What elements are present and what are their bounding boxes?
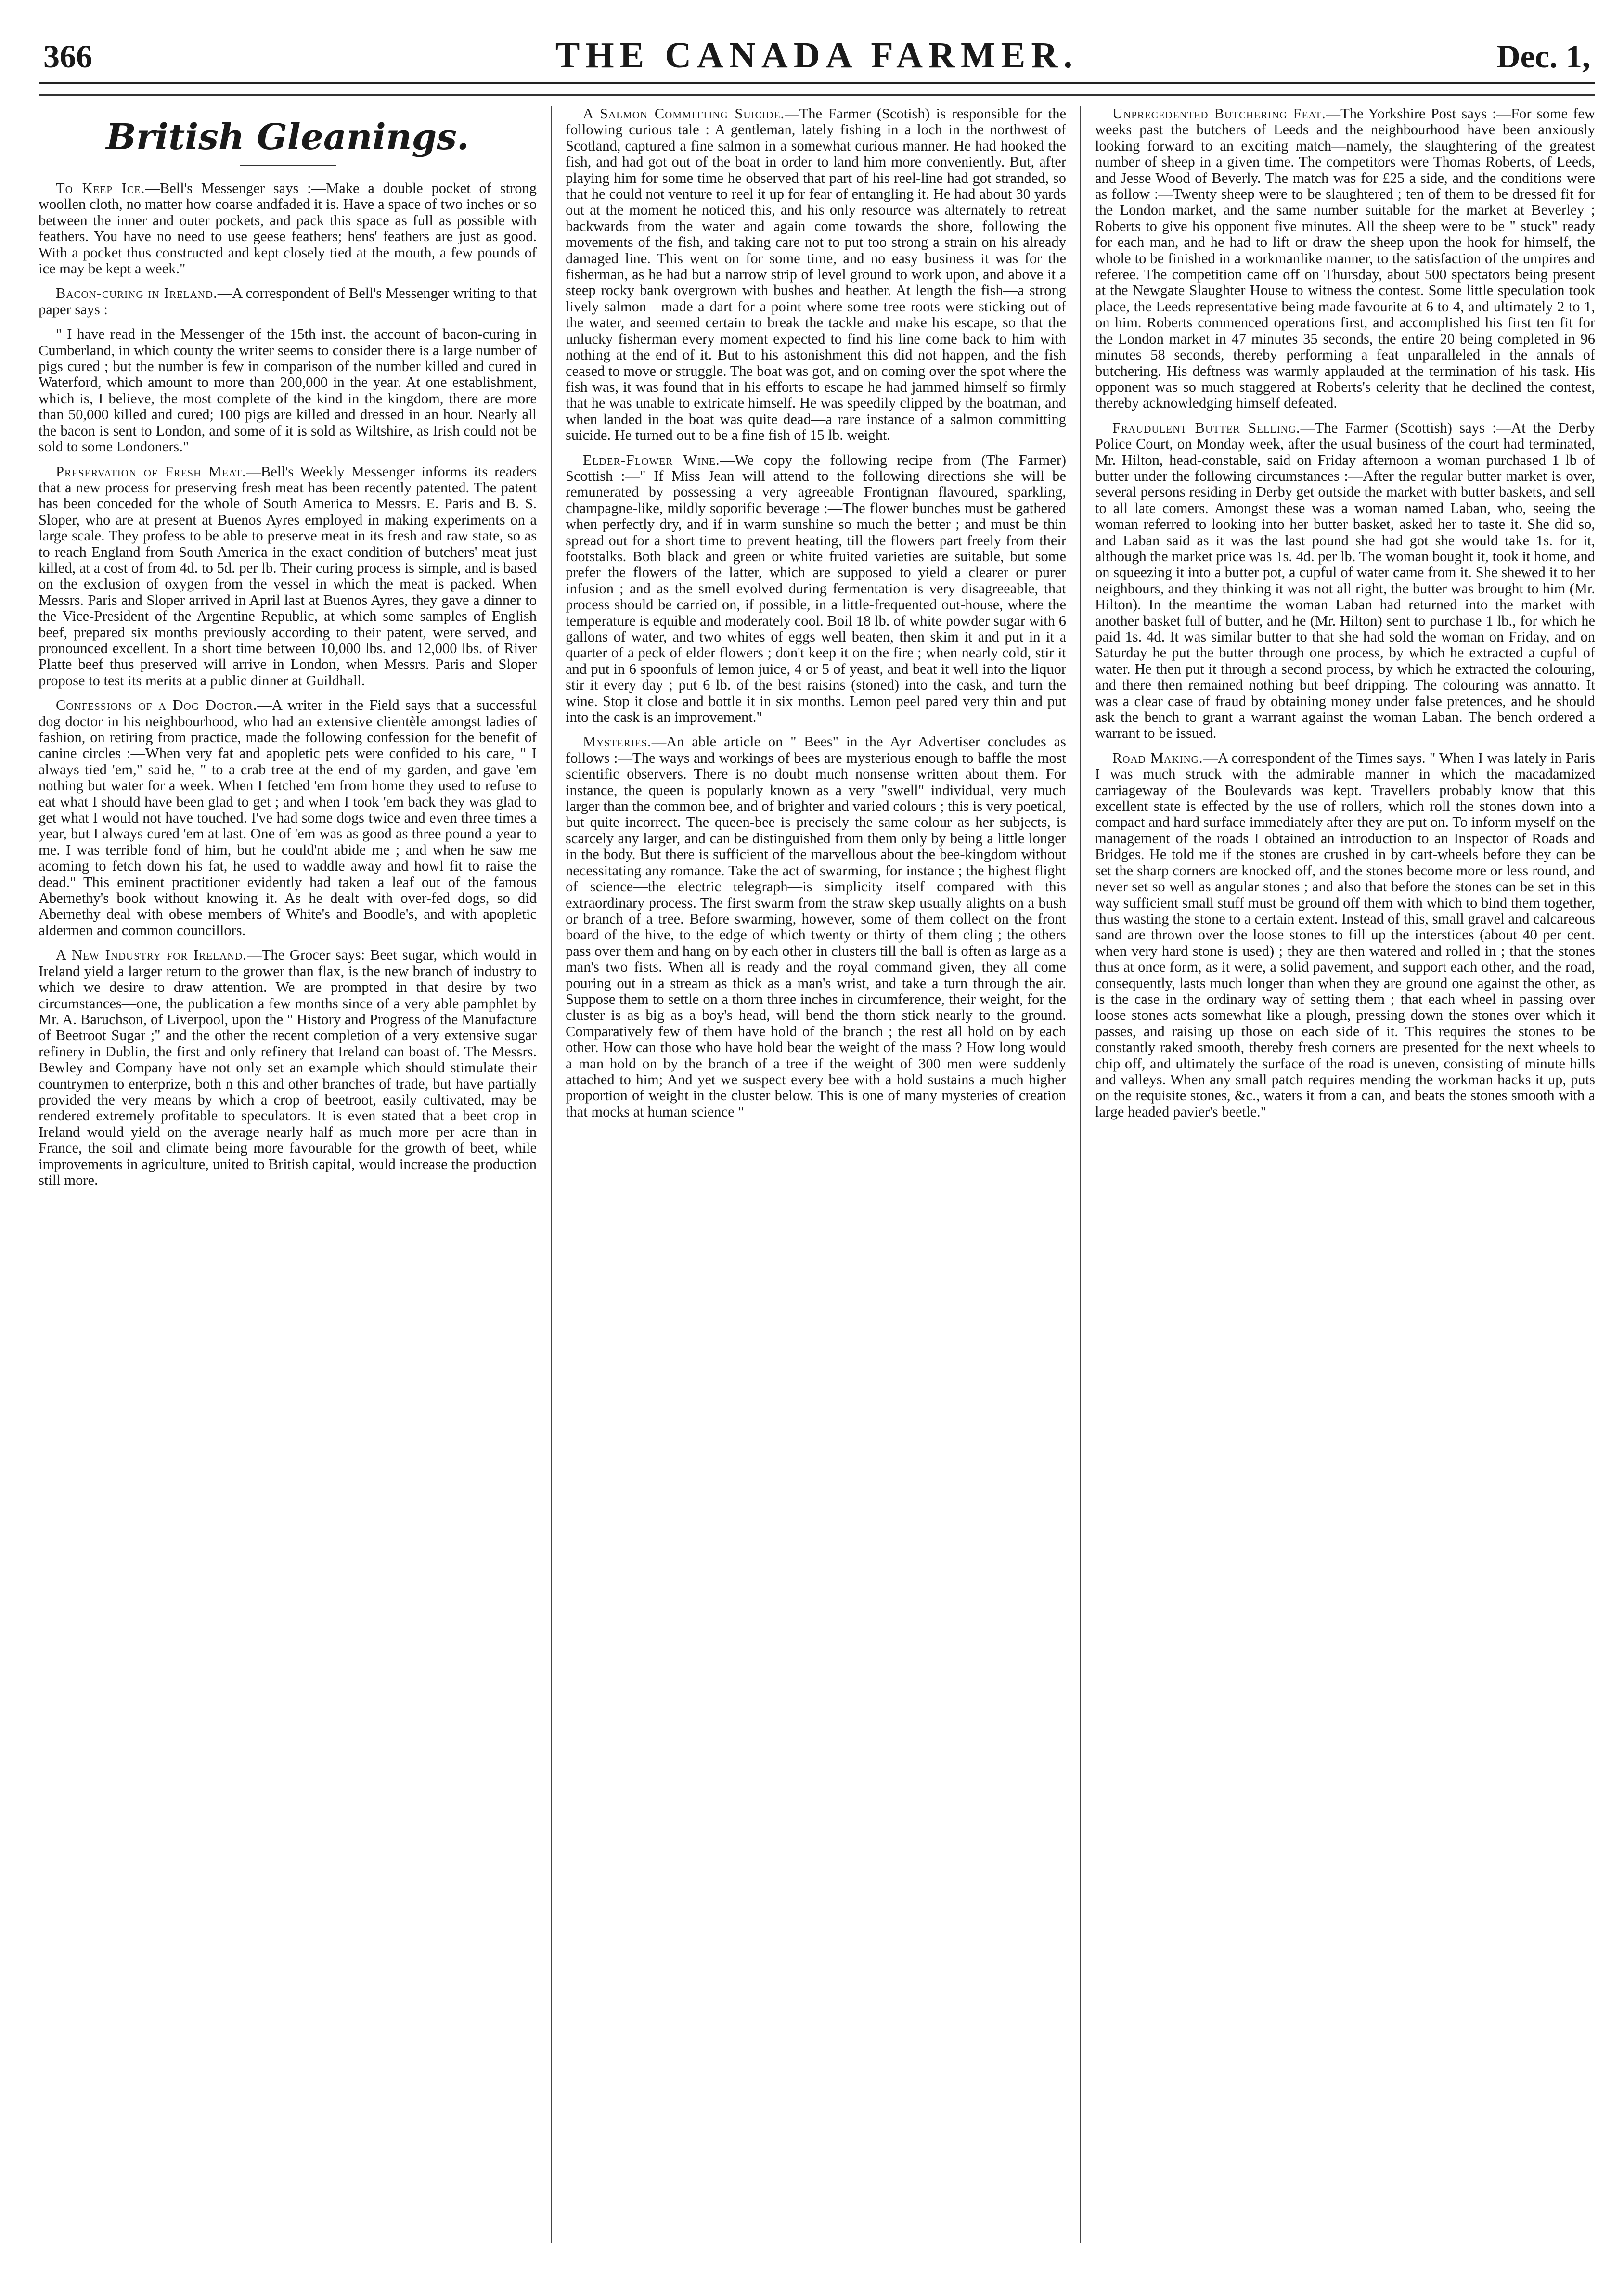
article bbox=[39, 947, 537, 1188]
newspaper-page bbox=[39, 29, 1595, 2252]
article bbox=[39, 285, 537, 318]
article-lead: A Salmon Committing Suicide. bbox=[583, 106, 785, 122]
article bbox=[566, 734, 1066, 1120]
issue-date: Dec. 1, bbox=[1496, 38, 1590, 75]
article-body: —A correspondent of Bell's Messenger writing to that paper says : bbox=[39, 285, 537, 318]
article-body: —An able article on " Bees" in the Ayr Advertiser concludes as follows :—The ways and workings of bees are mysterious enough to baffle the most scientific observers. There is no doubt much nonsense written about them. For instance, the queen is popularly known as a very "swell" individual, very much larger than the common bee, and of brighter and varied colours ; this is very poetical, but quite incorrect. The queen-bee is precisely the same colour as her subjects, is scarcely any larger, and can be distinguished from them only by being a little longer in the body. But there is sufficient of the marvellous about the bee-kingdom without necessitating any romance. Take the act of swarming, for instance ; the highest flight of science—the electric telegraph—is simplicity itself compared with this extraordinary process. The first swarm from the straw skep usually alights on a bush or branch of a tree. Before swarming, however, some of them collect on the front board of the hive, to the edge of which twenty or thirty of them cling ; the others pass over them and hang on by each other in clusters till the ball is often as large as a man's two fists. When all is ready and the royal command given, they all come pouring out in a stream as thick as a man's wrist, and take a turn through the air. Suppose them to settle on a thorn three inches in circumference, their weight, for the cluster is as big as a boy's head, will bend the thorn stick nearly to the ground. Comparatively few of them have hold of the branch ; the rest all hold on by each other. How can those who have hold bear the weight of the mass ? How long would a man hold on by the branch of a tree if the weight of 300 men were suddenly attached to him; And yet we suspect every bee with a hold sustains a much higher proportion of weight in the cluster below. This is one of many mysteries of creation that mocks at human science " bbox=[566, 733, 1066, 1120]
section-heading: British Gleanings. bbox=[106, 116, 469, 158]
article-lead: Mysteries. bbox=[583, 733, 652, 750]
article bbox=[39, 180, 537, 277]
article bbox=[39, 697, 537, 938]
article-lead: Confessions of a Dog Doctor. bbox=[56, 697, 258, 714]
article-lead: To Keep Ice. bbox=[56, 180, 145, 196]
article-body: —We copy the following recipe from (The Farmer) Scottish :—" If Miss Jean will attend to the following directions she will be remunerated by possessing a very agreeable Frontignan flavoured, sparkling, champagne-like, mildly soporific beverage :—The flower bunches must be gathered when perfectly dry, and if in warm sunshine so much the better ; and must be thin spread out for a short time to prevent heating, till the flowers part freely from their footstalks. Both black and green or white fruited varieties are suitable, but some prefer the flowers of the latter, which are supposed to yield a clearer or purer infusion ; and as the smell evolved during fermentation is very disagreeable, that process should be carried on, if possible, in a little-frequented out-house, where the temperature is equible and moderately cool. Boil 18 lb. of white powder sugar with 6 gallons of water, and two whites of eggs well beaten, then skim it and put in it a quarter of a peck of elder flowers ; don't keep it on the fire ; when nearly cold, stir it and put in 6 spoonfuls of lemon juice, 4 or 5 of yeast, and beat it well into the liquor stir it every day ; put 6 lb. of the best raisins (stoned) into the cask, and turn the wine. Stop it close and bottle it in six months. Lemon peel pared very thin and put into the cask is an improvement." bbox=[566, 451, 1066, 726]
masthead bbox=[39, 29, 1595, 84]
article bbox=[566, 452, 1066, 726]
article bbox=[566, 106, 1066, 444]
columns bbox=[39, 106, 1595, 2243]
masthead-rule bbox=[39, 94, 1595, 96]
article-lead: Unprecedented Butchering Feat. bbox=[1112, 106, 1326, 122]
article-body: —A writer in the Field says that a successful dog doctor in his neighbourhood, who had an extensive clientèle amongst ladies of fashion, on retiring from practice, made the following confession for the benefit of canine circles :—When very fat and apopletic pets were confided to his care, " I always tied 'em," said he, " to a crab tree at the end of my garden, and gave 'em nothing but water for a week. When I fetched 'em from home they used to refuse to eat what I should have been glad to get ; and when I took 'em back they was glad to get what I would not have touched. I've had some dogs twice and even three times a year, but I always cured 'em at last. One of 'em was as good as three pound a year to me. I was terrible fond of him, but he could'nt abide me ; and when he saw me acoming to fetch down his fat, he used to waddle away and howl fit to raise the dead." This eminent practitioner evidently had taken a leaf out of the famous Abernethy's book without knowing it. As he dealt with over-fed dogs, so did Abernethy deal with obese members of White's and Boodle's, and with apopletic aldermen and common councillors. bbox=[39, 697, 537, 938]
article bbox=[39, 326, 537, 455]
column-divider bbox=[1080, 106, 1081, 2243]
article-lead: Road Making. bbox=[1112, 749, 1203, 766]
article-body: —The Yorkshire Post says :—For some few weeks past the butchers of Leeds and the neighbourhood have been anxiously looking forward to an exciting match—namely, the slaughtering of the greatest number of sheep in a given time. The competitors were Thomas Roberts, of Leeds, and Jesse Wood of Beverly. The match was for £25 a side, and the conditions were as follow :—Twenty sheep were to be slaughtered ; ten of them to be dressed fit for the London market, and the same number suitable for the market at Beverley ; Roberts to give his opponent five minutes. All the sheep were to be " stuck" ready for each man, and he had to lift or draw the sheep upon the hook for himself, the whole to be finished in a workmanlike manner, to the satisfaction of the umpires and referee. The competition came off on Thursday, about 500 spectators being present at the Newgate Slaughter House to witness the contest. Some little speculation took place, the Leeds representative being made favourite at 6 to 4, and ultimately 2 to 1, on him. Roberts commenced operations first, and accomplished his first ten fit for the London market in 47 minutes 35 seconds, the entire 20 being completed in 96 minutes 58 seconds, thereby performing a feat unparalleled in the annals of butchering. His deftness was warmly applauded at the termination of his task. His opponent was so much staggered at Roberts's celerity that he declined the contest, thereby acknowledging himself defeated. bbox=[1095, 106, 1595, 411]
newspaper-title: THE CANADA FARMER. bbox=[555, 35, 1079, 76]
article bbox=[1095, 420, 1595, 742]
article-body: —Bell's Messenger says :—Make a double pocket of strong woollen cloth, no matter how coarse andfaded it is. Have a space of two inches or so between the inner and outer pockets, and pack this space as full as possible with feathers. You have no need to use geese feathers; hens' feathers are just as good. With a pocket thus constructed and kept closely tied at the mouth, a few pounds of ice may be kept a week." bbox=[39, 180, 537, 277]
article-body: —The Farmer (Scotish) is responsible for the following curious tale : A gentleman, lately fishing in a loch in the northwest of Scotland, captured a fine salmon in a somewhat curious manner. He had hooked the fish, and had got out of the boat in order to land him more conveniently. But, after playing him for some time he observed that part of his reel-line had got stranded, so that he could not venture to reel it up for fear of entangling it. He had about 30 yards out at the moment he noticed this, and his only resource was alternately to retreat backwards from the water and again come towards the shore, following the movements of the fish, and taking care not to put too strong a strain on his already damaged line. This went on for some time, and no easy business it was for the fisherman, as he had but a narrow strip of level ground to work upon, and above it a steep rocky bank overgrown with bushes and heather. At length the fish—a strong lively salmon—made a dart for a point where some tree roots were sticking out of the water, and seemed certain to break the tackle and make his escape, so that the unlucky fisherman every moment expected to find his line come back to him with nothing at the end of it. But to his astonishment this did not happen, and the fish ceased to move or struggle. The boat was got, and on coming over the spot where the fish was, it was found that in his efforts to escape he had jammed himself so firmly that he was unable to extricate himself. He was speedily clipped by the boatman, and when landed in the boat was quite dead—a rare instance of a salmon committing suicide. He turned out to be a fine fish of 15 lb. weight. bbox=[566, 106, 1066, 444]
article bbox=[1095, 750, 1595, 1120]
article-lead: Preservation of Fresh Meat. bbox=[56, 463, 246, 480]
heading-rule bbox=[240, 165, 336, 166]
article-body: —Bell's Weekly Messenger informs its readers that a new process for preserving fresh meat has been recently patented. The patent has been conceded for the whole of South America to Messrs. E. Paris and B. S. Sloper, who are at present at Buenos Ayres employed in making experiments on a large scale. They profess to be able to preserve meat in its fresh and raw state, so as to reach England from South America in the exact condition of butchers' meat just killed, at a cost of from 4d. to 5d. per lb. Their curing process is simple, and is based on the exclusion of oxygen from the vessel in which the meat is packed. When Messrs. Paris and Sloper arrived in April last at Buenos Ayres, they gave a dinner to the Vice-President of the Argentine Republic, at which some samples of English beef, prepared six months previously according to their patent, were served, and pronounced excellent. In a short time between 10,000 lbs. and 12,000 lbs. of River Platte beef thus preserved will arrive in London, when Messrs. Paris and Sloper propose to test its merits at a public dinner at Guildhall. bbox=[39, 463, 537, 689]
article bbox=[39, 464, 537, 689]
article-body: —The Farmer (Scottish) says :—At the Derby Police Court, on Monday week, after the usual business of the court had terminated, Mr. Hilton, head-constable, said on Friday afternoon a woman purchased 1 lb of butter under the following circumstances :—After the regular butter market is over, several persons residing in Derby get outside the market with butter baskets, and sell to all late comers. Amongst these was a woman named Laban, who, seeing the woman referred to looking into her butter basket, asked her to taste it. She did so, and Laban said as it was the last pound she had got she would take 1s. for it, although the market price was 1s. 4d. per lb. The woman bought it, took it home, and on squeezing it into a butter pot, a cupful of water came from it. She shewed it to her neighbours, and they thinking it was not all right, the butter was brought to him (Mr. Hilton). In the meantime the woman Laban had returned into the market with another basket full of butter, and he (Mr. Hilton) sent to purchase 1 lb., for which he paid 1s. 4d. It was similar butter to that she had sold the woman on Friday, and on Saturday he put the butter through one process, by which he extracted a cupful of water. He then put it through a second process, by which he extracted the colouring, and there then remained nothing but beef dripping. The colouring was annatto. It was a clear case of fraud by obtaining money under false pretences, and he should ask the bench to grant a warrant against the woman Laban. The bench ordered a warrant to be issued. bbox=[1095, 419, 1595, 742]
article-body: " I have read in the Messenger of the 15th inst. the account of bacon-curing in Cumberland, in which county the writer seems to consider there is a large number of pigs cured ; but the number is few in comparison of the number killed and cured in Waterford, which amount to more than 200,000 in the year. At one establishment, which is, I believe, the most complete of the kind in the kingdom, there are more than 50,000 killed and cured; 100 pigs are killed and dressed in an hour. Nearly all the bacon is sent to London, and some of it is sold as Wiltshire, as Irish could not be sold to some Londoners." bbox=[39, 326, 537, 455]
column-3 bbox=[1095, 106, 1595, 2243]
article-lead: Bacon-curing in Ireland. bbox=[56, 285, 218, 302]
article-lead: Fraudulent Butter Selling. bbox=[1112, 419, 1301, 436]
column-2 bbox=[566, 106, 1066, 2243]
column-divider bbox=[551, 106, 552, 2243]
article-lead: A New Industry for Ireland. bbox=[56, 947, 247, 964]
article-body: —A correspondent of the Times says. " When I was lately in Paris I was much struck with the admirable manner in which the macadamized carriageway of the Boulevards was kept. Travellers probably know that this excellent state is effected by the use of rollers, which roll the stones down into a compact and hard surface immediately after they are put on. To inform myself on the management of the roads I obtained an introduction to an Inspector of Roads and Bridges. He told me if the stones are crushed in by cart-wheels before they can be set the sharp corners are knocked off, and the stones become more or less round, and never set so well as angular stones ; and also that before the stones can be set in this way sufficient small stuff must be ground off them with which to bind them together, thus wasting the stone to a certain extent. Instead of this, small gravel and calcareous sand are thrown over the loose stones to fill up the interstices (about 40 per cent. when very hard stone is used) ; they are then watered and rolled in ; that the stones thus at once form, as it were, a solid pavement, and support each other, and the road, consequently, lasts much longer than when they are ground one against the other, as is the case in the ordinary way of setting them ; that each wheel in passing over loose stones acts somewhat like a plough, pressing down the stones over which it passes, and raising up those on each side of it. This requires the stones to be constantly raked smooth, thereby fresh corners are presented for the next wheels to chip off, and ultimately the surface of the road is uneven, consisting of minute hills and valleys. When any small patch requires mending the workman hacks it up, puts on the requisite stones, &c., waters it from a can, and beats the stones smooth with a large headed pavier's beetle." bbox=[1095, 749, 1595, 1120]
page-number: 366 bbox=[43, 38, 92, 75]
article-body: —The Grocer says: Beet sugar, which would in Ireland yield a larger return to the grower than flax, is the new branch of industry to which we desire to draw attention. We are prompted in that desire by two circumstances—one, the publication a few months since of a very able pamphlet by Mr. A. Baruchson, of Liverpool, upon the " History and Progress of the Manufacture of Beetroot Sugar ;" and the other the recent completion of a very extensive sugar refinery in Dublin, the first and only refinery that Ireland can boast of. The Messrs. Bewley and Company have not only set an example which should stimulate their countrymen to enterprize, both n this and other branches of trade, but have partially provided the very means by which a crop of beetroot, easily cultivated, may be rendered extremely profitable to speculators. It is even stated that a beet crop in Ireland would yield on the average nearly half as much more per acre than in France, the soil and climate being more favourable for the growth of beet, while improvements in agriculture, united to British capital, would increase the production still more. bbox=[39, 947, 537, 1188]
article bbox=[1095, 106, 1595, 411]
article-lead: Elder-Flower Wine. bbox=[583, 451, 720, 468]
column-1 bbox=[39, 106, 537, 2243]
